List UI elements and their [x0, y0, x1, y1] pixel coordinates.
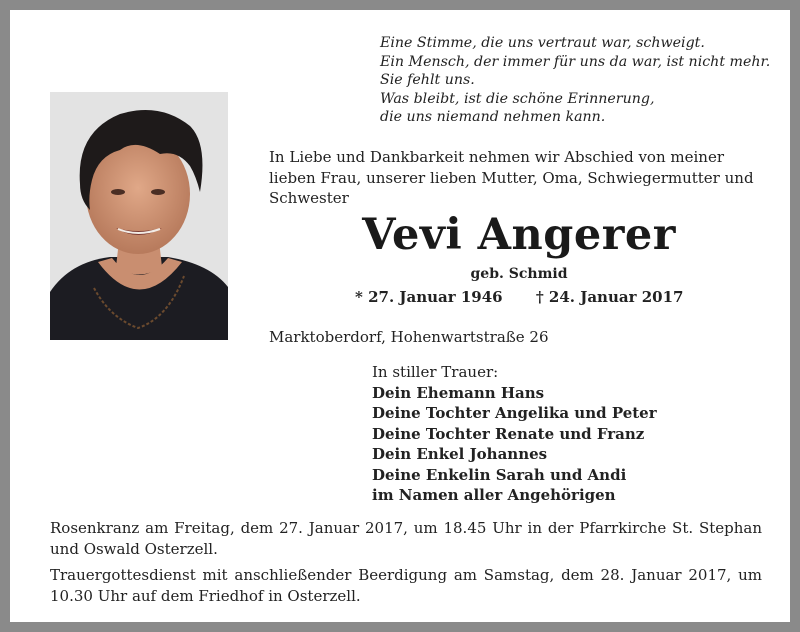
- mourner-entry: im Namen aller Angehörigen: [372, 486, 616, 505]
- poem-line: Ein Mensch, der immer für uns da war, ist nicht mehr.: [380, 53, 771, 70]
- poem-line: Was bleibt, ist die schöne Erinnerung,: [380, 90, 655, 107]
- funeral-info: Trauergottesdienst mit anschließender Beerdigung am Samstag, dem 28. Januar 2017, um 10.30 Uhr auf dem Friedhof in Osterzell.: [50, 566, 762, 605]
- mourner-entry: Deine Tochter Angelika und Peter: [372, 404, 657, 423]
- memorial-poem: [380, 34, 780, 127]
- poem-line: Eine Stimme, die uns vertraut war, schweigt.: [380, 35, 705, 51]
- poem-line: Sie fehlt uns.: [380, 72, 475, 88]
- portrait-illustration: [50, 92, 228, 340]
- mourner-entry: Dein Enkel Johannes: [372, 445, 548, 464]
- mourner-entry: Deine Enkelin Sarah und Andi: [372, 465, 627, 484]
- mourner-entry: Deine Tochter Renate und Franz: [372, 424, 645, 443]
- deceased-name: Vevi Angerer: [362, 210, 676, 260]
- maiden-name: geb. Schmid: [470, 266, 568, 282]
- rosary-info: Rosenkranz am Freitag, dem 27. Januar 2017, um 18.45 Uhr in der Pfarrkirche St. Stephan und Oswald Osterzell.: [50, 519, 762, 558]
- farewell-intro: In Liebe und Dankbarkeit nehmen wir Abschied von meiner lieben Frau, unserer lieben Mutter, Oma, Schwiegermutter und Schwester: [269, 148, 754, 207]
- death-date: † 24. Januar 2017: [535, 288, 684, 306]
- portrait-photo: [50, 92, 228, 340]
- poem-line: die uns niemand nehmen kann.: [380, 109, 606, 125]
- mourner-entry: Dein Ehemann Hans: [372, 384, 545, 402]
- address: Marktoberdorf, Hohenwartstraße 26: [269, 328, 549, 346]
- obituary-notice: [10, 10, 790, 622]
- birth-date: * 27. Januar 1946: [355, 288, 503, 306]
- mourning-heading: In stiller Trauer:: [372, 363, 499, 381]
- mourners-list: [372, 383, 657, 505]
- life-dates: [355, 288, 755, 306]
